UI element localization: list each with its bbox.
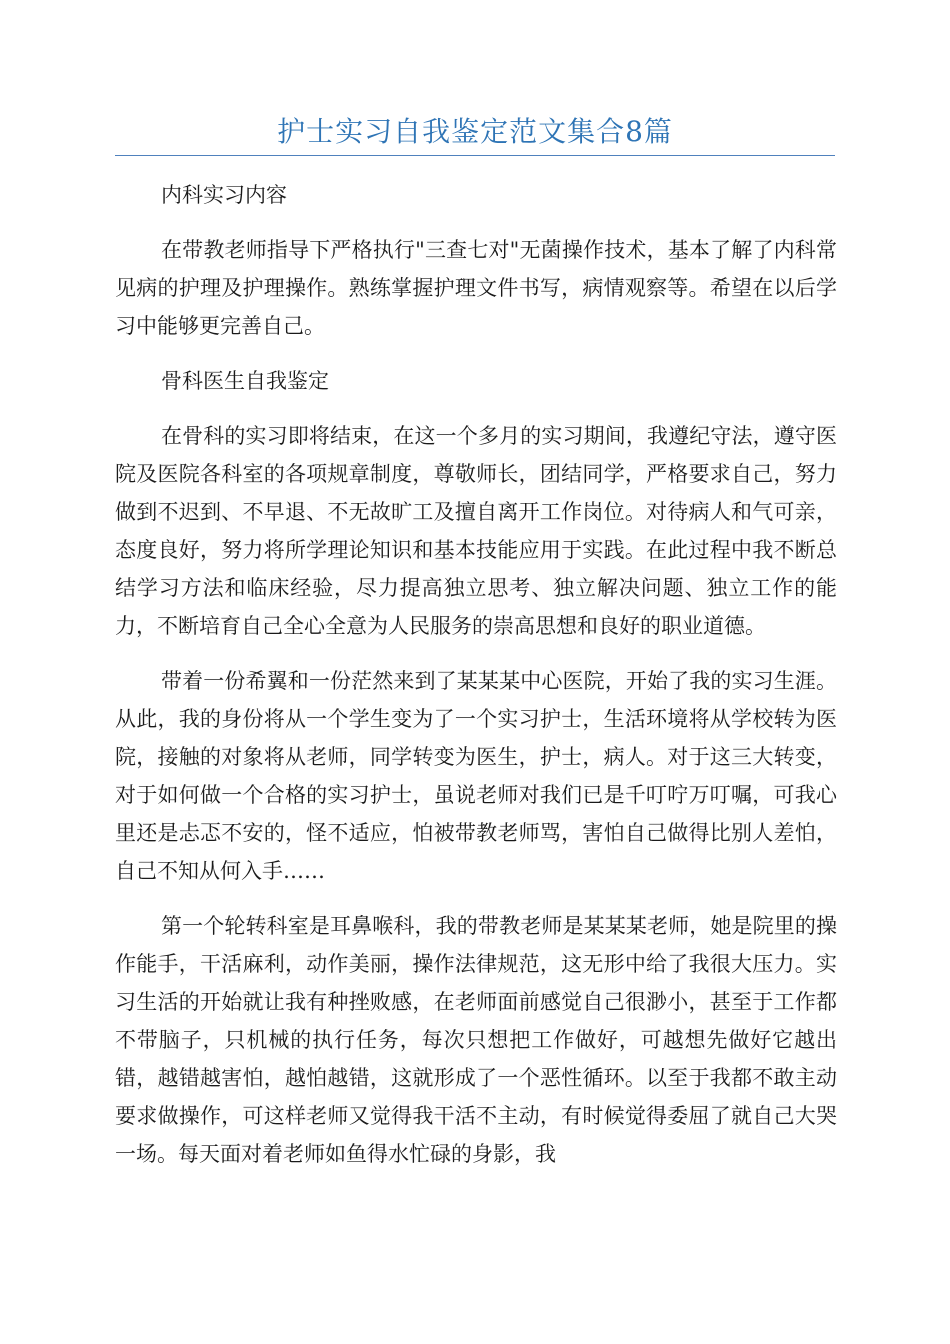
document-title: 护士实习自我鉴定范文集合8篇 (277, 115, 673, 148)
paragraph-internal-medicine: 在带教老师指导下严格执行"三查七对"无菌操作技术，基本了解了内科常见病的护理及护理操作。熟练掌握护理文件书写，病情观察等。希望在以后学习中能够更完善自己。 (115, 238, 837, 338)
paragraph-orthopedics: 在骨科的实习即将结束，在这一个多月的实习期间，我遵纪守法，遵守医院及医院各科室的各项规章制度，尊敬师长，团结同学，严格要求自己，努力做到不迟到、不早退、不无故旷工及擅自离开工作岗位。对待病人和气可亲，态度良好，努力将所学理论知识和基本技能应用于实践。在此过程中我不断总结学习方法和临床经验，尽力提高独立思考、独立解决问题、独立工作的能力，不断培育自己全心全意为人民服务的崇高思想和良好的职业道德。 (115, 424, 837, 638)
document-body (115, 176, 837, 1190)
section-heading-internal-medicine: 内科实习内容 (161, 183, 287, 207)
paragraph-internship-start: 带着一份希翼和一份茫然来到了某某某中心医院，开始了我的实习生涯。从此，我的身份将从一个学生变为了一个实习护士，生活环境将从学校转为医院，接触的对象将从老师，同学转变为医生，护士，病人。对于这三大转变，对于如何做一个合格的实习护士，虽说老师对我们已是千叮咛万叮嘱，可我心里还是忐忑不安的，怪不适应，怕被带教老师骂，害怕自己做得比别人差怕，自己不知从何入手…… (115, 669, 837, 883)
paragraph-ent-rotation: 第一个轮转科室是耳鼻喉科，我的带教老师是某某某老师，她是院里的操作能手，干活麻利，动作美丽，操作法律规范，这无形中给了我很大压力。实习生活的开始就让我有种挫败感，在老师面前感觉自己很渺小，甚至于工作都不带脑子，只机械的执行任务，每次只想把工作做好，可越想先做好它越出错，越错越害怕，越怕越错，这就形成了一个恶性循环。以至于我都不敢主动要求做操作，可这样老师又觉得我干活不主动，有时候觉得委屈了就自己大哭一场。每天面对着老师如鱼得水忙碌的身影，我 (115, 914, 837, 1166)
section-heading-orthopedics: 骨科医生自我鉴定 (161, 369, 329, 393)
title-underline (115, 155, 835, 156)
